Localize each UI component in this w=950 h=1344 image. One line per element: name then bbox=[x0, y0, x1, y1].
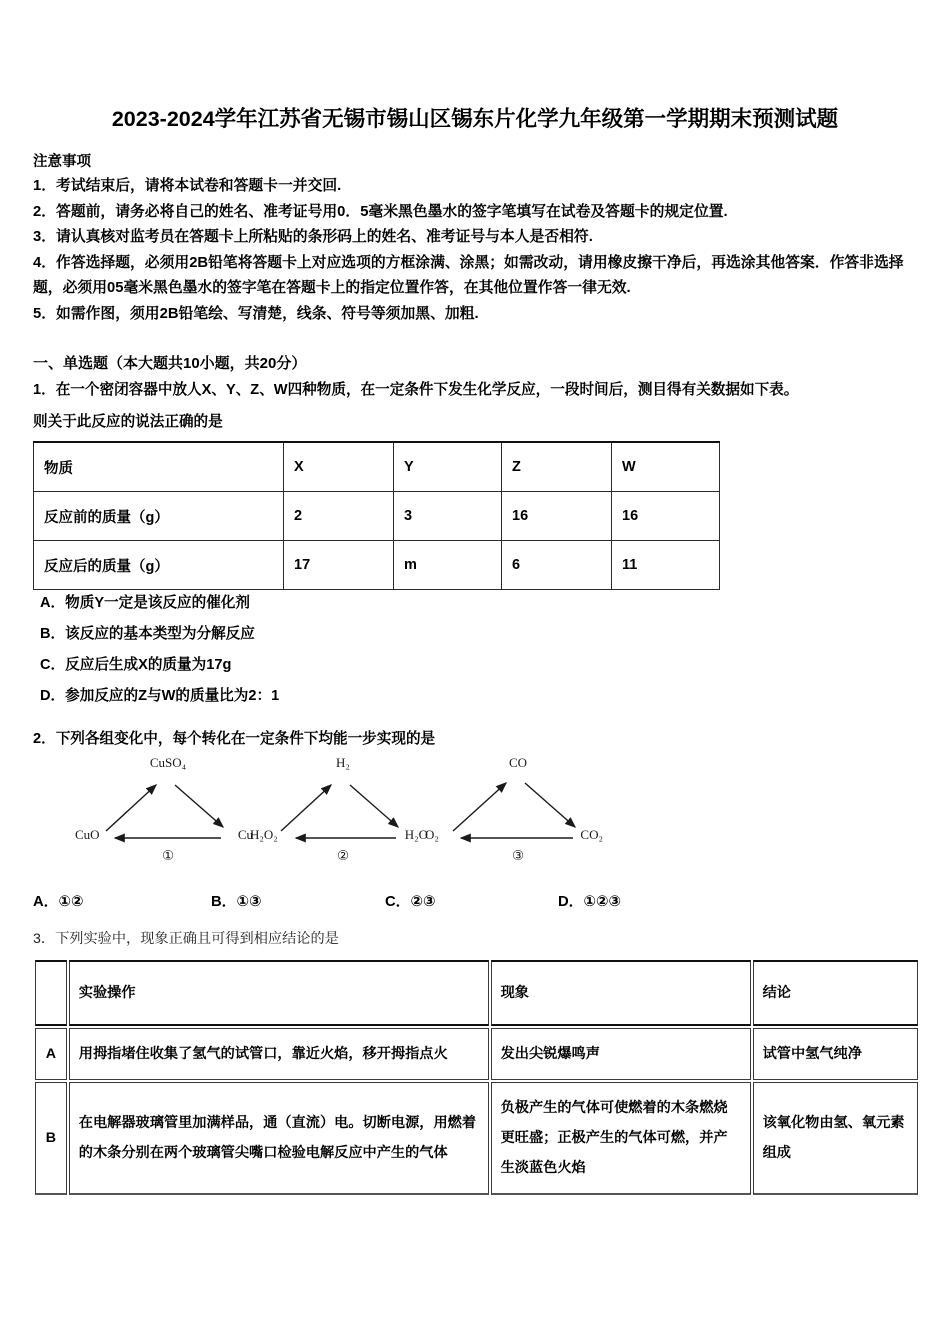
experiment-table bbox=[33, 958, 920, 1197]
table-row bbox=[35, 1082, 918, 1195]
cell-before-y: 3 bbox=[394, 492, 502, 541]
header-phenomenon: 现象 bbox=[491, 960, 751, 1026]
cell-after-x: 17 bbox=[284, 541, 394, 590]
cell-before-w: 16 bbox=[612, 492, 720, 541]
question-1-stem-line1: 1．在一个密闭容器中放人X、Y、Z、W四种物质，在一定条件下发生化学反应，一段时间后，测目得有关数据如下表。 bbox=[33, 382, 799, 398]
cell-operation-b: 在电解器玻璃管里加满样品，通（直流）电。切断电源，用燃着的木条分别在两个玻璃管尖嘴口检验电解反应中产生的气体 bbox=[69, 1082, 489, 1195]
header-index bbox=[35, 960, 67, 1026]
cell-after-w: 11 bbox=[612, 541, 720, 590]
option-1-d[interactable]: D．参加反应的Z与W的质量比为2：1 bbox=[40, 688, 280, 704]
diagram-1-number: ① bbox=[161, 848, 175, 863]
header-operation: 实验操作 bbox=[69, 960, 489, 1026]
notice-heading: 注意事项 bbox=[33, 154, 91, 170]
page-title: 2023-2024学年江苏省无锡市锡山区锡东片化学九年级第一学期期末预测试题 bbox=[111, 107, 839, 131]
diagram-2-top-label: H₂ bbox=[336, 755, 350, 770]
diagram-3-number: ③ bbox=[511, 848, 525, 863]
notice-line-3: 3．请认真核对监考员在答题卡上所粘贴的条形码上的姓名、准考证号与本人是否相符. bbox=[33, 229, 593, 245]
cell-substance-w: W bbox=[612, 442, 720, 492]
diagram-2-number: ② bbox=[336, 848, 350, 863]
cell-substance-label: 物质 bbox=[34, 442, 284, 492]
cell-before-z: 16 bbox=[502, 492, 612, 541]
cell-conclusion-a: 试管中氢气纯净 bbox=[753, 1028, 918, 1080]
cell-after-y: m bbox=[394, 541, 502, 590]
cell-substance-y: Y bbox=[394, 442, 502, 492]
diagram-1-bottom-right-label: Cu bbox=[237, 827, 253, 842]
table-row bbox=[34, 442, 720, 492]
table-row bbox=[34, 541, 720, 590]
cell-conclusion-b: 该氧化物由氢、氧元素组成 bbox=[753, 1082, 918, 1195]
section-heading: 一、单选题（本大题共10小题，共20分） bbox=[33, 355, 307, 372]
header-conclusion: 结论 bbox=[753, 960, 918, 1026]
diagram-3-bottom-left-label: O₂ bbox=[425, 827, 439, 842]
question-1-stem-line2: 则关于此反应的说法正确的是 bbox=[33, 414, 223, 430]
cell-after-label: 反应后的质量（g） bbox=[34, 541, 284, 590]
option-2-d[interactable]: D．①②③ bbox=[558, 894, 622, 910]
table-row bbox=[34, 492, 720, 541]
table-row bbox=[35, 1028, 918, 1080]
row-label-b: B bbox=[35, 1082, 67, 1195]
cell-operation-a: 用拇指堵住收集了氢气的试管口，靠近火焰，移开拇指点火 bbox=[69, 1028, 489, 1080]
cell-substance-z: Z bbox=[502, 442, 612, 492]
notice-line-5: 5．如需作图，须用2B铅笔绘、写清楚，线条、符号等须加黑、加粗. bbox=[33, 305, 479, 322]
question-2-stem: 2．下列各组变化中，每个转化在一定条件下均能一步实现的是 bbox=[33, 731, 436, 747]
diagram-3-bottom-right-label: CO₂ bbox=[580, 827, 603, 842]
cell-substance-x: X bbox=[284, 442, 394, 492]
option-1-b[interactable]: B．该反应的基本类型为分解反应 bbox=[40, 626, 255, 642]
diagram-2-bottom-left-label: H₂O₂ bbox=[250, 827, 278, 842]
question-1-options bbox=[40, 588, 640, 712]
notice-line-4: 4．作答选择题，必须用2B铅笔将答题卡上对应选项的方框涂满、涂黑；如需改动，请用橡皮擦干净后，再选涂其他答案．作答非选择题，必须用05毫米黑色墨水的签字笔在答题卡上的指定位置作答，在其他位置作答一律无效. bbox=[33, 254, 904, 296]
cell-after-z: 6 bbox=[502, 541, 612, 590]
notice-block bbox=[33, 150, 923, 327]
cell-phenomenon-b: 负极产生的气体可使燃着的木条燃烧更旺盛；正极产生的气体可燃，并产生淡蓝色火焰 bbox=[491, 1082, 751, 1195]
diagram-1-bottom-left-label: CuO bbox=[75, 827, 100, 842]
row-label-a: A bbox=[35, 1028, 67, 1080]
conversion-diagram-3 bbox=[423, 755, 613, 870]
conversion-diagram-1 bbox=[73, 755, 263, 870]
conversion-diagrams bbox=[33, 755, 633, 870]
cell-before-x: 2 bbox=[284, 492, 394, 541]
option-1-a[interactable]: A．物质Y一定是该反应的催化剂 bbox=[40, 595, 250, 611]
notice-line-2: 2．答题前，请务必将自己的姓名、准考证号用0．5毫米黑色墨水的签字笔填写在试卷及答题卡的规定位置. bbox=[33, 203, 728, 220]
table-header-row bbox=[35, 960, 918, 1026]
conversion-diagram-2 bbox=[248, 755, 438, 870]
mass-data-table bbox=[33, 441, 720, 590]
option-2-c[interactable]: C．②③ bbox=[385, 894, 436, 910]
option-2-b[interactable]: B．①③ bbox=[211, 894, 262, 910]
question-2-options bbox=[33, 890, 733, 914]
cell-phenomenon-a: 发出尖锐爆鸣声 bbox=[491, 1028, 751, 1080]
diagram-2-bottom-right-label: H₂O bbox=[404, 827, 428, 842]
question-3-stem: 3．下列实验中，现象正确且可得到相应结论的是 bbox=[33, 931, 339, 947]
diagram-3-top-label: CO bbox=[508, 755, 528, 770]
cell-before-label: 反应前的质量（g） bbox=[34, 492, 284, 541]
option-2-a[interactable]: A．①② bbox=[33, 894, 84, 910]
diagram-1-top-label: CuSO₄ bbox=[149, 755, 187, 770]
notice-line-1: 1．考试结束后，请将本试卷和答题卡一并交回. bbox=[33, 178, 342, 194]
option-1-c[interactable]: C．反应后生成X的质量为17g bbox=[40, 657, 232, 673]
